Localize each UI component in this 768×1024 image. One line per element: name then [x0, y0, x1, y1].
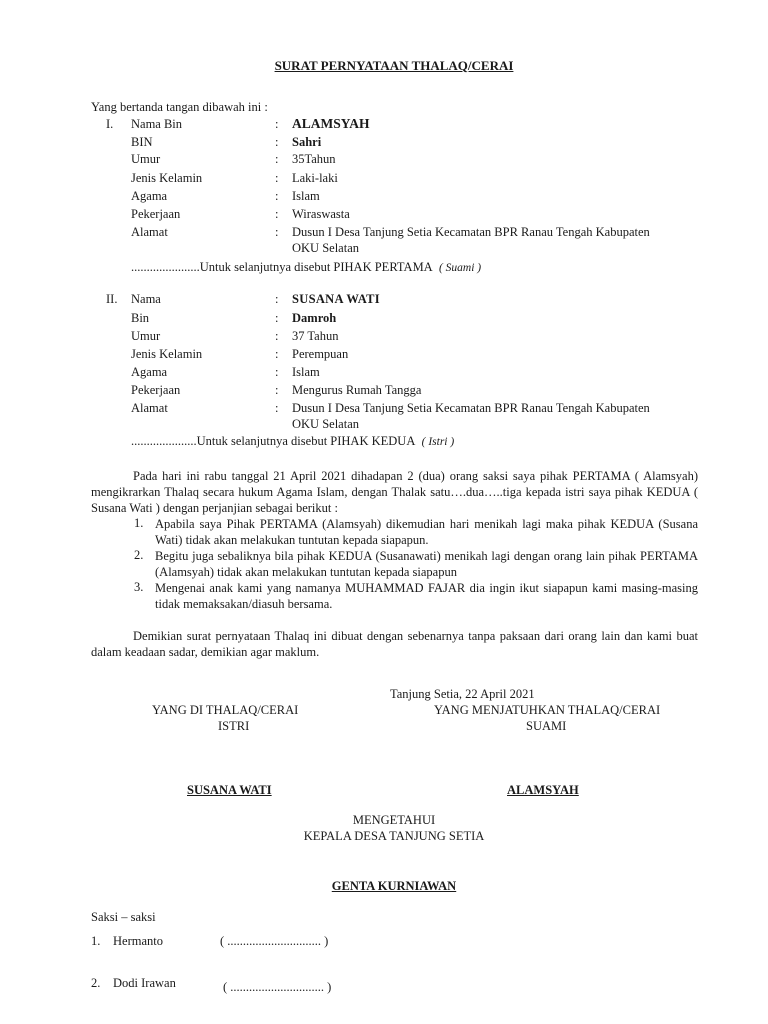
intro-text: Yang bertanda tangan dibawah ini : [91, 100, 268, 114]
closing-paragraph: Demikian surat pernyataan Thalaq ini dibuat dengan sebenarnya tanpa paksaan dari orang lain dan kami buat dalam keadaan sadar, demikian agar maklum. [91, 629, 698, 659]
colon: : [275, 171, 279, 185]
colon: : [275, 329, 279, 343]
party1-label: Umur [131, 152, 161, 166]
colon: : [275, 365, 279, 379]
colon: : [275, 225, 279, 239]
party1-label: Agama [131, 189, 168, 203]
village-head-title: KEPALA DESA TANJUNG SETIA [303, 829, 485, 843]
party1-label: Alamat [131, 225, 168, 239]
party2-address-line2: OKU Selatan [292, 417, 359, 431]
right-signatory-name: ALAMSYAH [507, 783, 579, 797]
party1-name-value: ALAMSYAH [292, 116, 370, 131]
party1-address-line1: Dusun I Desa Tanjung Setia Kecamatan BPR Ranau Tengah Kabupaten [292, 225, 650, 239]
colon: : [275, 401, 279, 415]
party2-address-line1: Dusun I Desa Tanjung Setia Kecamatan BPR Ranau Tengah Kabupaten [292, 401, 650, 415]
right-signature-role: SUAMI [526, 719, 567, 733]
party2-gender-value: Perempuan [292, 347, 349, 361]
party2-label: Nama [131, 292, 161, 306]
body-paragraph: Pada hari ini rabu tanggal 21 April 2021 dihadapan 2 (dua) orang saksi saya pihak PERTAMA ( Alamsyah) mengikrarkan Thalaq secara hukum Agama Islam, dengan Thalak satu….dua…..tiga kepada istri saya pihak KEDUA ( Susana Wati ) dengan perjanjian sebagai berikut : [91, 469, 698, 515]
witness-name: Hermanto [113, 934, 163, 948]
agreement-number: 2. [134, 548, 144, 562]
colon: : [275, 152, 279, 166]
colon: : [275, 117, 279, 131]
party1-role: ( Suami ) [438, 262, 482, 274]
party2-label: Pekerjaan [131, 383, 181, 397]
party2-label: Alamat [131, 401, 168, 415]
colon: : [275, 189, 279, 203]
document-title: SURAT PERNYATAAN THALAQ/CERAI [274, 58, 514, 73]
witness-number: 2. [91, 976, 101, 990]
party2-bin-value: Damroh [292, 311, 337, 325]
party2-label: Bin [131, 311, 150, 325]
agreement-number: 3. [134, 580, 144, 594]
party2-numeral: II. [106, 292, 118, 306]
witness-signature-line: ( .............................. ) [220, 934, 329, 948]
right-signature-heading: YANG MENJATUHKAN THALAQ/CERAI [434, 703, 661, 717]
party2-label: Umur [131, 329, 161, 343]
party2-label: Jenis Kelamin [131, 347, 203, 361]
party1-age-value: 35Tahun [292, 152, 336, 166]
dots-leader: ..................... [131, 434, 197, 448]
left-signatory-name: SUSANA WATI [187, 783, 272, 797]
witness-heading: Saksi – saksi [91, 910, 156, 924]
place-date: Tanjung Setia, 22 April 2021 [390, 687, 535, 701]
witness-name: Dodi Irawan [113, 976, 176, 990]
party2-age-value: 37 Tahun [292, 329, 339, 343]
party1-designation: Untuk selanjutnya disebut PIHAK PERTAMA [199, 260, 433, 274]
witness-number: 1. [91, 934, 101, 948]
party1-address-line2: OKU Selatan [292, 241, 359, 255]
acknowledge-heading: MENGETAHUI [352, 813, 436, 827]
party1-gender-value: Laki-laki [292, 171, 338, 185]
party2-religion-value: Islam [292, 365, 320, 379]
party2-role: ( Istri ) [421, 436, 455, 448]
colon: : [275, 207, 279, 221]
party2-name-value: SUSANA WATI [292, 292, 380, 306]
colon: : [275, 292, 279, 306]
party1-occupation-value: Wiraswasta [292, 207, 350, 221]
dots-leader: ...................... [131, 260, 200, 274]
party1-bin-value: Sahri [292, 135, 322, 149]
party2-designation: Untuk selanjutnya disebut PIHAK KEDUA [196, 434, 416, 448]
party1-label: Jenis Kelamin [131, 171, 203, 185]
agreement-item: Apabila saya Pihak PERTAMA (Alamsyah) dikemudian hari menikah lagi maka pihak KEDUA (Susana Wati) tidak akan melakukan tuntutan kepada siapapun. [155, 517, 698, 547]
party1-label: Pekerjaan [131, 207, 181, 221]
party2-occupation-value: Mengurus Rumah Tangga [292, 383, 422, 397]
party1-religion-value: Islam [292, 189, 320, 203]
party1-label: Nama Bin [131, 117, 183, 131]
left-signature-heading: YANG DI THALAQ/CERAI [152, 703, 299, 717]
agreement-item: Mengenai anak kami yang namanya MUHAMMAD FAJAR dia ingin ikut siapapun kami masing-masing tidak memaksakan/diasuh bersama. [155, 581, 698, 611]
village-head-name: GENTA KURNIAWAN [331, 879, 457, 893]
colon: : [275, 311, 279, 325]
agreement-item: Begitu juga sebaliknya bila pihak KEDUA (Susanawati) menikah lagi dengan orang lain pihak PERTAMA (Alamsyah) tidak akan melakukan tuntutan kepada siapapun [155, 549, 698, 579]
agreement-number: 1. [134, 516, 144, 530]
party1-designation-line [131, 260, 481, 275]
colon: : [275, 347, 279, 361]
witness-signature-line: ( .............................. ) [223, 980, 332, 994]
colon: : [275, 383, 279, 397]
left-signature-role: ISTRI [218, 719, 250, 733]
party1-label: BIN [131, 135, 153, 149]
party1-numeral: I. [106, 117, 114, 131]
party2-label: Agama [131, 365, 168, 379]
party2-designation-line [131, 434, 454, 449]
colon: : [275, 135, 279, 149]
